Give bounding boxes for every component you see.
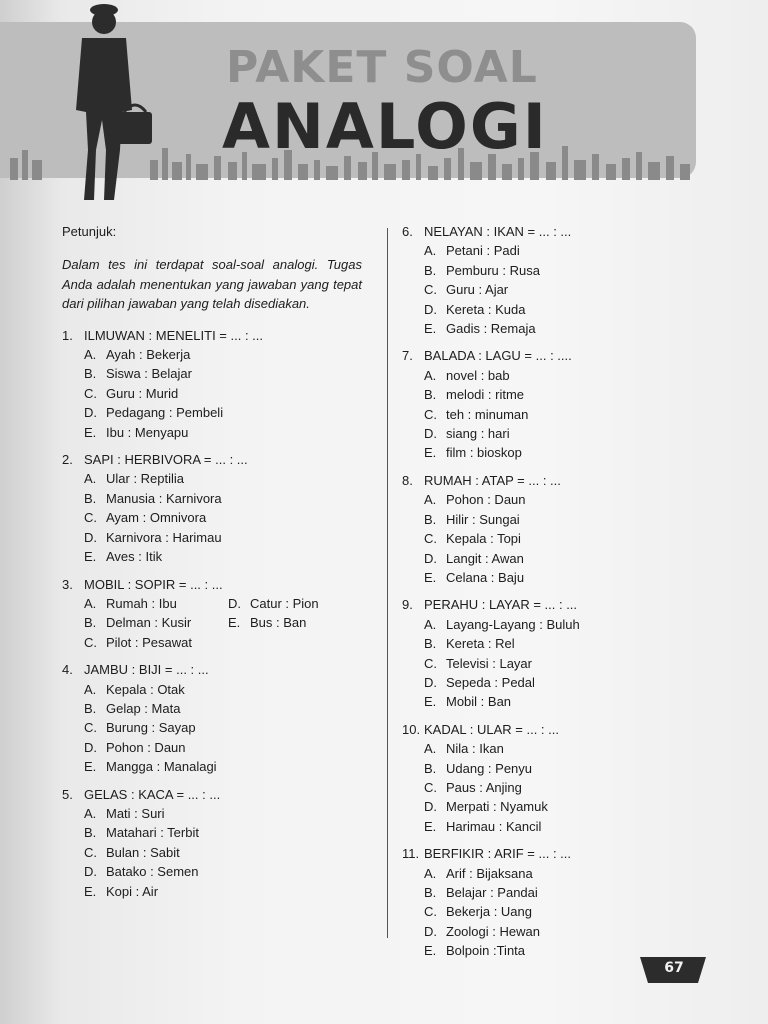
question-number: 10. <box>402 721 421 737</box>
option <box>62 804 362 823</box>
option-letter: B. <box>424 387 437 403</box>
option-text: Paus : Anjing <box>446 779 522 795</box>
option-letter: C. <box>424 531 437 547</box>
question-text: NELAYAN : IKAN = ... : ... <box>424 224 572 239</box>
option-text: Guru : Ajar <box>446 282 509 298</box>
option-text: Catur : Pion <box>250 595 319 611</box>
option-letter: C. <box>424 779 437 795</box>
option-letter: C. <box>84 634 97 650</box>
option <box>62 528 362 547</box>
option <box>62 345 362 364</box>
option <box>402 692 742 711</box>
option-letter: C. <box>84 385 97 401</box>
option <box>62 757 362 776</box>
question-text: ILMUWAN : MENELITI = ... : ... <box>84 327 264 343</box>
question-stem <box>402 346 742 365</box>
option-letter: C. <box>84 720 97 736</box>
option <box>62 423 362 442</box>
option-text: melodi : ritme <box>446 387 525 403</box>
option-letter: B. <box>84 615 97 631</box>
option-letter: A. <box>424 865 437 881</box>
option-letter: A. <box>424 616 437 632</box>
option <box>402 883 742 902</box>
option-text: Pemburu : Rusa <box>446 262 540 278</box>
question-stem <box>62 785 362 804</box>
option-letter: B. <box>84 700 97 716</box>
option-letter: C. <box>424 655 437 671</box>
option <box>62 508 362 527</box>
option <box>402 778 742 797</box>
option <box>62 882 362 901</box>
option <box>402 490 742 509</box>
question-stem <box>62 575 362 594</box>
question-number: 4. <box>62 662 73 678</box>
option-letter: B. <box>424 636 437 652</box>
question-number: 7. <box>402 348 413 364</box>
option <box>228 594 378 613</box>
option-letter: D. <box>424 426 437 442</box>
option-letter: A. <box>424 492 437 508</box>
page-number: 67 <box>664 960 684 976</box>
option <box>402 241 742 260</box>
option-text: Manusia : Karnivora <box>106 490 222 506</box>
option <box>62 738 362 757</box>
option <box>62 843 362 862</box>
option-text: Hilir : Sungai <box>446 511 520 527</box>
option-letter: A. <box>84 805 97 821</box>
option-letter: E. <box>424 943 437 959</box>
option-text: Kepala : Otak <box>106 681 185 697</box>
option-text: Bekerja : Uang <box>446 904 532 920</box>
option-text: Pilot : Pesawat <box>106 634 192 650</box>
option-letter: E. <box>84 424 97 440</box>
question-text: PERAHU : LAYAR = ... : ... <box>424 597 578 613</box>
option-text: novel : bab <box>446 367 510 383</box>
option-text: Karnivora : Harimau <box>106 529 222 545</box>
option-letter: C. <box>424 904 437 920</box>
option-letter: D. <box>84 529 97 545</box>
option <box>62 547 362 566</box>
option-letter: A. <box>84 595 97 611</box>
option-letter: D. <box>84 864 97 880</box>
instructions-heading: Petunjuk: <box>62 224 117 239</box>
option-text: Ayam : Omnivora <box>106 510 207 526</box>
option <box>402 654 742 673</box>
option <box>402 280 742 299</box>
option <box>62 403 362 422</box>
option-text: Siswa : Belajar <box>106 366 192 382</box>
option-letter: A. <box>424 741 437 757</box>
option <box>62 384 362 403</box>
option <box>402 922 742 941</box>
option-text: Udang : Penyu <box>446 760 533 776</box>
option-letter: A. <box>84 681 97 697</box>
option-text: Batako : Semen <box>106 864 199 880</box>
option-text: Kepala : Topi <box>446 531 521 547</box>
left-column <box>62 222 362 909</box>
option <box>402 739 742 758</box>
option <box>402 902 742 921</box>
option-letter: B. <box>84 366 97 382</box>
question-11 <box>402 844 742 960</box>
option-letter: D. <box>424 923 437 939</box>
option <box>402 366 742 385</box>
question-text: KADAL : ULAR = ... : ... <box>424 721 559 737</box>
banner-title-line1: PAKET SOAL <box>226 42 538 93</box>
option <box>402 261 742 280</box>
question-text: GELAS : KACA = ... : ... <box>84 786 221 802</box>
option <box>228 613 378 632</box>
option-letter: C. <box>424 282 437 298</box>
question-stem <box>62 326 362 345</box>
option-letter: B. <box>424 262 437 278</box>
option-text: Sepeda : Pedal <box>446 674 535 690</box>
option-letter: E. <box>424 569 437 585</box>
option-letter: A. <box>84 471 97 487</box>
instructions-text: Dalam tes ini terdapat soal-soal analogi. Tugas Anda adalah menentukan yang jawaban yang tepat dari pilihan jawaban yang telah disediakan. <box>62 257 362 312</box>
question-9 <box>402 595 742 711</box>
option-letter: D. <box>228 595 241 611</box>
option <box>84 594 228 613</box>
option <box>402 759 742 778</box>
option-letter: E. <box>424 445 437 461</box>
option-letter: D. <box>84 739 97 755</box>
businessman-silhouette-icon <box>52 0 162 210</box>
option <box>402 634 742 653</box>
option-text: film : bioskop <box>446 445 522 461</box>
option <box>62 699 362 718</box>
option-text: Harimau : Kancil <box>446 818 542 834</box>
option-letter: D. <box>84 405 97 421</box>
question-4 <box>62 660 362 776</box>
option <box>402 300 742 319</box>
banner-title-line2: ANALOGI <box>222 90 548 163</box>
option-text: Aves : Itik <box>106 549 163 565</box>
question-stem <box>402 471 742 490</box>
option <box>402 443 742 462</box>
option-text: Mati : Suri <box>106 805 165 821</box>
option-text: Ibu : Menyapu <box>106 424 189 440</box>
question-stem <box>402 720 742 739</box>
option-text: Gelap : Mata <box>106 700 181 716</box>
question-number: 8. <box>402 472 413 488</box>
option-letter: D. <box>424 301 437 317</box>
option-letter: C. <box>84 510 97 526</box>
option-text: Kereta : Rel <box>446 636 515 652</box>
question-stem <box>62 660 362 679</box>
option-text: Zoologi : Hewan <box>446 923 540 939</box>
option <box>402 615 742 634</box>
option-letter: D. <box>424 550 437 566</box>
question-text: BALADA : LAGU = ... : .... <box>424 348 572 364</box>
option-text: Delman : Kusir <box>106 615 192 631</box>
option-text: Rumah : Ibu <box>106 595 177 611</box>
option-text: Burung : Sayap <box>106 720 196 736</box>
option <box>402 385 742 404</box>
option-letter: B. <box>424 885 437 900</box>
question-6 <box>402 222 742 338</box>
option <box>62 364 362 383</box>
question-stem <box>402 844 742 863</box>
question-8 <box>402 471 742 587</box>
option-letter: E. <box>84 883 97 899</box>
question-2 <box>62 450 362 566</box>
question-text: MOBIL : SOPIR = ... : ... <box>84 576 223 592</box>
option <box>62 469 362 488</box>
option <box>402 319 742 338</box>
option-text: Pohon : Daun <box>446 492 526 508</box>
option-letter: C. <box>424 406 437 422</box>
option-text: Arif : Bijaksana <box>446 865 533 881</box>
option <box>402 510 742 529</box>
option-text: Kereta : Kuda <box>446 301 526 317</box>
option-text: Ayah : Bekerja <box>106 347 191 363</box>
option <box>402 864 742 883</box>
option-text: Gadis : Remaja <box>446 321 536 337</box>
column-divider <box>387 228 388 938</box>
option-text: Bulan : Sabit <box>106 844 180 860</box>
option <box>84 613 228 632</box>
option <box>84 633 228 652</box>
question-1 <box>62 326 362 442</box>
option-letter: E. <box>84 549 97 565</box>
option-text: siang : hari <box>446 426 510 442</box>
question-text: SAPI : HERBIVORA = ... : ... <box>84 452 248 468</box>
question-number: 2. <box>62 452 73 468</box>
question-3 <box>62 575 362 653</box>
question-number: 1. <box>62 327 73 343</box>
option-letter: A. <box>84 347 97 363</box>
option-letter: B. <box>84 825 97 841</box>
option-letter: C. <box>84 844 97 860</box>
option-letter: D. <box>424 674 437 690</box>
option-text: Bolpoin :Tinta <box>446 943 526 959</box>
question-number: 11. <box>402 846 420 862</box>
option <box>402 568 742 587</box>
question-stem <box>402 222 742 241</box>
option <box>402 797 742 816</box>
option-letter: A. <box>424 367 437 383</box>
option <box>402 529 742 548</box>
question-number: 5. <box>62 786 73 802</box>
question-number: 3. <box>62 576 73 592</box>
option-letter: B. <box>424 760 437 776</box>
question-number: 6. <box>402 224 413 239</box>
option <box>62 489 362 508</box>
question-7 <box>402 346 742 462</box>
option <box>402 673 742 692</box>
option-text: Ular : Reptilia <box>106 471 185 487</box>
question-text: JAMBU : BIJI = ... : ... <box>84 662 209 678</box>
option-letter: E. <box>228 615 241 631</box>
question-10 <box>402 720 742 836</box>
option-text: Pohon : Daun <box>106 739 186 755</box>
option-text: Celana : Baju <box>446 569 525 585</box>
option <box>402 405 742 424</box>
option-letter: E. <box>424 818 437 834</box>
option-text: Petani : Padi <box>446 243 520 259</box>
option-letter: D. <box>424 799 437 815</box>
option-text: teh : minuman <box>446 406 529 422</box>
question-text: RUMAH : ATAP = ... : ... <box>424 472 561 488</box>
option-letter: E. <box>424 321 437 337</box>
option-text: Pedagang : Pembeli <box>106 405 224 421</box>
option-letter: B. <box>424 511 437 527</box>
option <box>402 549 742 568</box>
question-stem <box>62 450 362 469</box>
option <box>402 424 742 443</box>
option-text: Mangga : Manalagi <box>106 759 217 775</box>
option-letter: E. <box>84 759 97 775</box>
option-letter: E. <box>424 694 437 710</box>
option-text: Nila : Ikan <box>446 741 504 757</box>
options-grid <box>62 594 362 652</box>
question-5 <box>62 785 362 901</box>
option-letter: A. <box>424 243 437 259</box>
option <box>62 680 362 699</box>
right-column <box>402 222 742 969</box>
option <box>62 823 362 842</box>
option-text: Layang-Layang : Buluh <box>446 616 580 632</box>
option <box>62 862 362 881</box>
option-text: Bus : Ban <box>250 615 307 631</box>
question-number: 9. <box>402 597 413 613</box>
option-text: Televisi : Layar <box>446 655 532 671</box>
option-letter: B. <box>84 490 97 506</box>
option-text: Guru : Murid <box>106 385 179 401</box>
option-text: Mobil : Ban <box>446 694 512 710</box>
option-text: Langit : Awan <box>446 550 524 566</box>
option-text: Merpati : Nyamuk <box>446 799 548 815</box>
question-stem <box>402 595 742 614</box>
option <box>62 718 362 737</box>
option-text: Matahari : Terbit <box>106 825 199 841</box>
option-text: Belajar : Pandai <box>446 885 538 900</box>
question-text: BERFIKIR : ARIF = ... : ... <box>424 846 572 862</box>
option-text: Kopi : Air <box>106 883 159 899</box>
option <box>402 817 742 836</box>
